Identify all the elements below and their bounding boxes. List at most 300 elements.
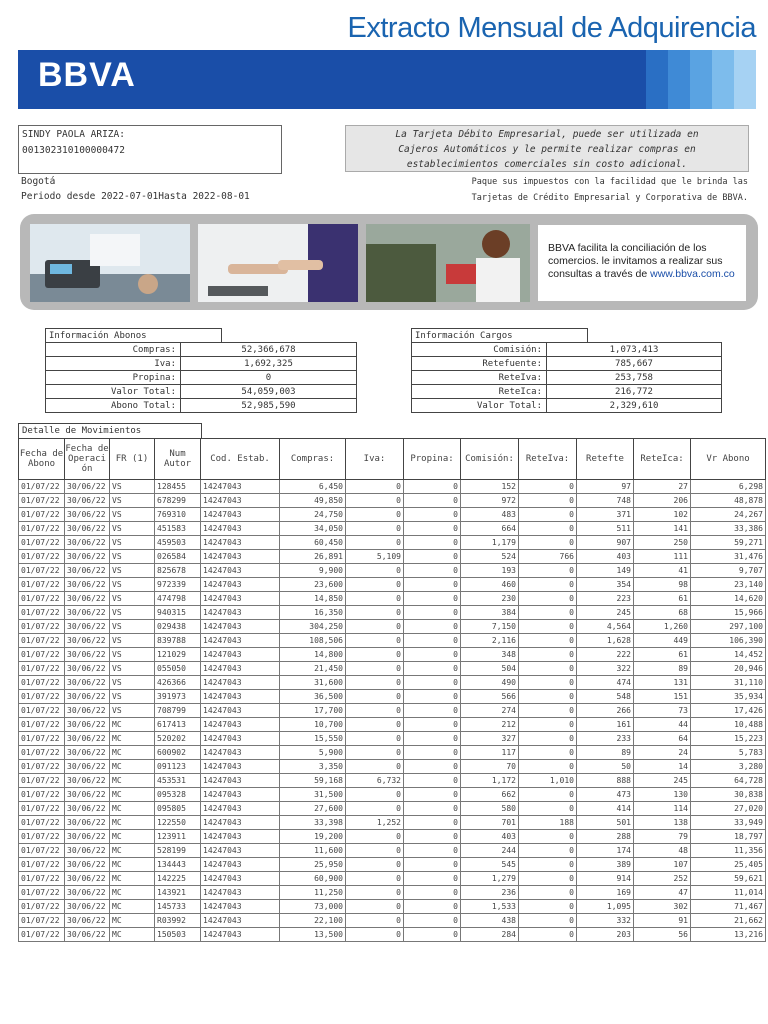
col-comision: 212 — [461, 718, 519, 732]
col-vr-abono: 11,014 — [691, 886, 766, 900]
col-propina: 0 — [404, 522, 461, 536]
col-reteica: 48 — [634, 844, 691, 858]
cargos-value: 253,758 — [547, 371, 722, 385]
col-cod-estab-header: Cod. Estab. — [201, 439, 280, 480]
col-cod-estab: 14247043 — [201, 620, 280, 634]
promo-line: establecimientos comerciales sin costo adicional. — [406, 159, 688, 170]
col-propina: 0 — [404, 494, 461, 508]
col-iva: 1,252 — [346, 816, 404, 830]
col-fecha-operacion: 30/06/22 — [65, 774, 110, 788]
col-compras: 34,050 — [280, 522, 346, 536]
col-fr: MC — [110, 872, 155, 886]
col-reteica: 68 — [634, 606, 691, 620]
col-iva: 0 — [346, 746, 404, 760]
col-fecha-abono: 01/07/22 — [19, 844, 65, 858]
col-fecha-abono: 01/07/22 — [19, 830, 65, 844]
col-reteica: 206 — [634, 494, 691, 508]
col-fr: VS — [110, 564, 155, 578]
col-comision-header: Comisión: — [461, 439, 519, 480]
col-reteiva: 0 — [519, 634, 577, 648]
table-row — [19, 592, 766, 606]
promo-line: Cajeros Automáticos y le permite realizar compras en — [398, 144, 696, 155]
col-fecha-operacion: 30/06/22 — [65, 746, 110, 760]
col-compras: 36,500 — [280, 690, 346, 704]
col-comision: 117 — [461, 746, 519, 760]
col-num-autor: 453531 — [155, 774, 201, 788]
col-propina: 0 — [404, 816, 461, 830]
col-reteica: 14 — [634, 760, 691, 774]
col-cod-estab: 14247043 — [201, 592, 280, 606]
col-fecha-abono: 01/07/22 — [19, 690, 65, 704]
promo-line: La Tarjeta Débito Empresarial, puede ser utilizada en — [395, 129, 699, 140]
col-compras: 17,700 — [280, 704, 346, 718]
col-retefte: 371 — [577, 508, 634, 522]
banner-line-prefix: consultas a través de — [548, 268, 651, 280]
col-comision: 244 — [461, 844, 519, 858]
col-fecha-abono: 01/07/22 — [19, 620, 65, 634]
col-retefte: 169 — [577, 886, 634, 900]
col-cod-estab: 14247043 — [201, 480, 280, 494]
col-fr: VS — [110, 508, 155, 522]
col-reteica: 61 — [634, 592, 691, 606]
col-comision: 284 — [461, 928, 519, 942]
col-reteica: 114 — [634, 802, 691, 816]
col-compras: 73,000 — [280, 900, 346, 914]
col-reteica: 250 — [634, 536, 691, 550]
col-compras-header: Compras: — [280, 439, 346, 480]
col-iva: 0 — [346, 830, 404, 844]
col-reteiva: 0 — [519, 746, 577, 760]
col-fecha-operacion: 30/06/22 — [65, 536, 110, 550]
col-fecha-operacion: 30/06/22 — [65, 886, 110, 900]
col-compras: 5,900 — [280, 746, 346, 760]
col-reteica: 61 — [634, 648, 691, 662]
col-retefte: 50 — [577, 760, 634, 774]
col-fr: VS — [110, 620, 155, 634]
bbva-website-link[interactable]: www.bbva.com.co — [650, 268, 735, 280]
banner-line: comercios. le invitamos a realizar sus — [548, 255, 723, 267]
abonos-value: 52,366,678 — [181, 343, 357, 357]
cargos-label: ReteIca: — [412, 385, 547, 399]
col-compras: 14,800 — [280, 648, 346, 662]
col-fecha-abono-header: Fecha de Abono — [19, 439, 65, 480]
col-comision: 1,533 — [461, 900, 519, 914]
col-reteiva: 0 — [519, 830, 577, 844]
col-iva: 6,732 — [346, 774, 404, 788]
col-vr-abono: 5,783 — [691, 746, 766, 760]
col-retefte: 266 — [577, 704, 634, 718]
col-num-autor: 122550 — [155, 816, 201, 830]
table-row — [19, 802, 766, 816]
col-cod-estab: 14247043 — [201, 718, 280, 732]
movements-header-row — [19, 439, 766, 480]
col-fr: MC — [110, 900, 155, 914]
table-row — [19, 732, 766, 746]
col-fecha-operacion: 30/06/22 — [65, 508, 110, 522]
abonos-row — [46, 371, 357, 385]
col-reteiva: 0 — [519, 760, 577, 774]
col-fecha-operacion: 30/06/22 — [65, 690, 110, 704]
col-propina: 0 — [404, 844, 461, 858]
client-city: Bogotá — [21, 176, 56, 187]
col-iva: 0 — [346, 844, 404, 858]
col-fecha-abono: 01/07/22 — [19, 746, 65, 760]
col-vr-abono: 15,966 — [691, 606, 766, 620]
col-compras: 21,450 — [280, 662, 346, 676]
col-num-autor: 055050 — [155, 662, 201, 676]
col-comision: 384 — [461, 606, 519, 620]
col-fecha-operacion: 30/06/22 — [65, 760, 110, 774]
table-row — [19, 508, 766, 522]
banner-line — [548, 268, 738, 281]
col-retefte: 233 — [577, 732, 634, 746]
col-reteiva: 0 — [519, 914, 577, 928]
col-retefte: 474 — [577, 676, 634, 690]
col-fecha-abono: 01/07/22 — [19, 858, 65, 872]
col-fecha-operacion: 30/06/22 — [65, 844, 110, 858]
col-reteiva: 0 — [519, 886, 577, 900]
col-reteiva: 0 — [519, 480, 577, 494]
col-iva: 0 — [346, 928, 404, 942]
col-fecha-abono: 01/07/22 — [19, 676, 65, 690]
col-propina: 0 — [404, 592, 461, 606]
col-fr: VS — [110, 648, 155, 662]
client-info-box — [18, 125, 282, 174]
col-propina: 0 — [404, 578, 461, 592]
col-vr-abono-header: Vr Abono — [691, 439, 766, 480]
brand-stripe — [690, 50, 712, 109]
col-cod-estab: 14247043 — [201, 536, 280, 550]
col-comision: 230 — [461, 592, 519, 606]
col-fr: MC — [110, 732, 155, 746]
abonos-value: 0 — [181, 371, 357, 385]
col-reteica: 24 — [634, 746, 691, 760]
abonos-value: 1,692,325 — [181, 357, 357, 371]
col-num-autor: 091123 — [155, 760, 201, 774]
col-reteiva: 188 — [519, 816, 577, 830]
col-reteica: 130 — [634, 788, 691, 802]
col-compras: 9,900 — [280, 564, 346, 578]
col-fecha-operacion: 30/06/22 — [65, 648, 110, 662]
col-reteica: 107 — [634, 858, 691, 872]
col-fecha-abono: 01/07/22 — [19, 732, 65, 746]
col-retefte: 501 — [577, 816, 634, 830]
abonos-label: Valor Total: — [46, 385, 181, 399]
col-num-autor: 134443 — [155, 858, 201, 872]
col-reteiva: 0 — [519, 872, 577, 886]
col-vr-abono: 6,298 — [691, 480, 766, 494]
col-vr-abono: 3,280 — [691, 760, 766, 774]
col-reteica: 91 — [634, 914, 691, 928]
col-num-autor: 459503 — [155, 536, 201, 550]
table-row — [19, 886, 766, 900]
col-comision: 327 — [461, 732, 519, 746]
col-propina: 0 — [404, 900, 461, 914]
col-fecha-abono: 01/07/22 — [19, 592, 65, 606]
col-propina: 0 — [404, 760, 461, 774]
table-row — [19, 662, 766, 676]
client-account: 001302310100000472 — [22, 145, 125, 156]
col-reteica: 111 — [634, 550, 691, 564]
col-comision: 403 — [461, 830, 519, 844]
table-row — [19, 690, 766, 704]
col-propina: 0 — [404, 718, 461, 732]
col-comision: 70 — [461, 760, 519, 774]
abonos-row — [46, 385, 357, 399]
col-retefte: 888 — [577, 774, 634, 788]
col-reteiva-header: ReteIva: — [519, 439, 577, 480]
col-fecha-abono: 01/07/22 — [19, 718, 65, 732]
col-propina: 0 — [404, 914, 461, 928]
col-comision: 348 — [461, 648, 519, 662]
bbva-logo: BBVA — [38, 56, 136, 94]
col-compras: 23,600 — [280, 578, 346, 592]
col-comision: 2,116 — [461, 634, 519, 648]
col-fecha-abono: 01/07/22 — [19, 508, 65, 522]
col-iva: 0 — [346, 802, 404, 816]
cashier-photo — [366, 224, 530, 302]
col-retefte: 223 — [577, 592, 634, 606]
col-fecha-operacion: 30/06/22 — [65, 578, 110, 592]
report-title: Extracto Mensual de Adquirencia — [347, 12, 756, 44]
col-comision: 580 — [461, 802, 519, 816]
col-cod-estab: 14247043 — [201, 606, 280, 620]
col-reteica: 47 — [634, 886, 691, 900]
col-cod-estab: 14247043 — [201, 844, 280, 858]
col-fr: MC — [110, 788, 155, 802]
col-fr: MC — [110, 858, 155, 872]
col-fecha-abono: 01/07/22 — [19, 928, 65, 942]
table-row — [19, 494, 766, 508]
col-iva: 0 — [346, 606, 404, 620]
col-reteica: 138 — [634, 816, 691, 830]
col-comision: 662 — [461, 788, 519, 802]
col-comision: 483 — [461, 508, 519, 522]
col-cod-estab: 14247043 — [201, 732, 280, 746]
col-retefte: 288 — [577, 830, 634, 844]
col-reteiva: 766 — [519, 550, 577, 564]
col-compras: 26,891 — [280, 550, 346, 564]
col-fecha-abono: 01/07/22 — [19, 634, 65, 648]
table-row — [19, 704, 766, 718]
col-iva: 0 — [346, 914, 404, 928]
col-num-autor: 972339 — [155, 578, 201, 592]
col-propina: 0 — [404, 480, 461, 494]
col-propina: 0 — [404, 606, 461, 620]
col-reteica: 252 — [634, 872, 691, 886]
col-retefte: 222 — [577, 648, 634, 662]
abonos-row — [46, 399, 357, 413]
col-iva: 0 — [346, 620, 404, 634]
col-fecha-operacion: 30/06/22 — [65, 620, 110, 634]
col-retefte: 97 — [577, 480, 634, 494]
col-fecha-operacion: 30/06/22 — [65, 592, 110, 606]
table-row — [19, 550, 766, 564]
col-iva: 0 — [346, 872, 404, 886]
col-propina: 0 — [404, 690, 461, 704]
col-cod-estab: 14247043 — [201, 522, 280, 536]
col-iva: 0 — [346, 480, 404, 494]
table-row — [19, 830, 766, 844]
col-propina: 0 — [404, 746, 461, 760]
col-iva: 0 — [346, 886, 404, 900]
col-compras: 6,450 — [280, 480, 346, 494]
col-reteiva: 0 — [519, 844, 577, 858]
table-row — [19, 746, 766, 760]
col-propina: 0 — [404, 858, 461, 872]
col-fr: VS — [110, 578, 155, 592]
col-fr: MC — [110, 816, 155, 830]
col-num-autor: 617413 — [155, 718, 201, 732]
col-cod-estab: 14247043 — [201, 872, 280, 886]
col-vr-abono: 30,838 — [691, 788, 766, 802]
col-cod-estab: 14247043 — [201, 914, 280, 928]
col-fr: MC — [110, 802, 155, 816]
abonos-row — [46, 343, 357, 357]
col-fecha-abono: 01/07/22 — [19, 914, 65, 928]
col-iva: 0 — [346, 704, 404, 718]
banner-text — [538, 225, 746, 301]
col-iva: 0 — [346, 900, 404, 914]
col-compras: 22,100 — [280, 914, 346, 928]
col-fr: VS — [110, 662, 155, 676]
col-comision: 972 — [461, 494, 519, 508]
brand-bar — [18, 50, 756, 109]
col-reteiva: 0 — [519, 928, 577, 942]
col-cod-estab: 14247043 — [201, 704, 280, 718]
col-iva: 0 — [346, 690, 404, 704]
col-compras: 49,850 — [280, 494, 346, 508]
col-num-autor: 095805 — [155, 802, 201, 816]
col-retefte: 414 — [577, 802, 634, 816]
col-cod-estab: 14247043 — [201, 662, 280, 676]
col-retefte: 548 — [577, 690, 634, 704]
col-retefte: 511 — [577, 522, 634, 536]
abonos-value: 52,985,590 — [181, 399, 357, 413]
col-propina: 0 — [404, 872, 461, 886]
col-fr: VS — [110, 704, 155, 718]
col-vr-abono: 31,110 — [691, 676, 766, 690]
abonos-table — [45, 342, 357, 413]
col-compras: 13,500 — [280, 928, 346, 942]
col-iva: 0 — [346, 648, 404, 662]
col-propina-header: Propina: — [404, 439, 461, 480]
table-row — [19, 900, 766, 914]
col-propina: 0 — [404, 550, 461, 564]
col-vr-abono: 20,946 — [691, 662, 766, 676]
col-num-autor: 128455 — [155, 480, 201, 494]
table-row — [19, 788, 766, 802]
col-propina: 0 — [404, 928, 461, 942]
col-fecha-abono: 01/07/22 — [19, 564, 65, 578]
col-propina: 0 — [404, 830, 461, 844]
col-reteiva: 0 — [519, 592, 577, 606]
col-reteica: 79 — [634, 830, 691, 844]
col-fecha-abono: 01/07/22 — [19, 774, 65, 788]
col-comision: 152 — [461, 480, 519, 494]
col-comision: 236 — [461, 886, 519, 900]
col-compras: 14,850 — [280, 592, 346, 606]
col-reteiva: 0 — [519, 900, 577, 914]
col-cod-estab: 14247043 — [201, 788, 280, 802]
col-fr: MC — [110, 830, 155, 844]
promo-banner — [20, 214, 758, 310]
col-iva-header: Iva: — [346, 439, 404, 480]
col-retefte: 1,628 — [577, 634, 634, 648]
col-cod-estab: 14247043 — [201, 760, 280, 774]
col-compras: 304,250 — [280, 620, 346, 634]
col-fecha-abono: 01/07/22 — [19, 704, 65, 718]
col-reteica: 27 — [634, 480, 691, 494]
col-reteiva: 0 — [519, 690, 577, 704]
table-row — [19, 606, 766, 620]
brand-stripe — [646, 50, 668, 109]
col-reteica: 102 — [634, 508, 691, 522]
col-cod-estab: 14247043 — [201, 774, 280, 788]
col-fr: VS — [110, 480, 155, 494]
col-reteica: 449 — [634, 634, 691, 648]
col-compras: 19,200 — [280, 830, 346, 844]
col-iva: 0 — [346, 634, 404, 648]
abonos-value: 54,059,003 — [181, 385, 357, 399]
col-vr-abono: 33,386 — [691, 522, 766, 536]
col-iva: 0 — [346, 676, 404, 690]
col-reteica: 141 — [634, 522, 691, 536]
table-row — [19, 564, 766, 578]
movements-title: Detalle de Movimientos — [18, 423, 202, 438]
col-comision: 274 — [461, 704, 519, 718]
col-vr-abono: 11,356 — [691, 844, 766, 858]
col-fecha-operacion: 30/06/22 — [65, 802, 110, 816]
col-reteiva: 1,010 — [519, 774, 577, 788]
card-terminal-photo — [30, 224, 190, 302]
table-row — [19, 844, 766, 858]
col-fecha-abono: 01/07/22 — [19, 550, 65, 564]
col-fecha-abono: 01/07/22 — [19, 872, 65, 886]
col-retefte: 322 — [577, 662, 634, 676]
table-row — [19, 760, 766, 774]
col-num-autor: 142225 — [155, 872, 201, 886]
col-num-autor: 143921 — [155, 886, 201, 900]
col-num-autor: 600902 — [155, 746, 201, 760]
col-vr-abono: 21,662 — [691, 914, 766, 928]
col-cod-estab: 14247043 — [201, 858, 280, 872]
col-vr-abono: 59,271 — [691, 536, 766, 550]
col-reteica: 41 — [634, 564, 691, 578]
col-vr-abono: 9,707 — [691, 564, 766, 578]
col-cod-estab: 14247043 — [201, 564, 280, 578]
col-compras: 25,950 — [280, 858, 346, 872]
col-compras: 15,550 — [280, 732, 346, 746]
table-row — [19, 718, 766, 732]
col-comision: 460 — [461, 578, 519, 592]
col-propina: 0 — [404, 620, 461, 634]
col-propina: 0 — [404, 508, 461, 522]
col-propina: 0 — [404, 704, 461, 718]
table-row — [19, 816, 766, 830]
brand-stripe — [668, 50, 690, 109]
col-propina: 0 — [404, 536, 461, 550]
col-fecha-operacion: 30/06/22 — [65, 704, 110, 718]
col-comision: 1,279 — [461, 872, 519, 886]
col-comision: 1,179 — [461, 536, 519, 550]
col-fr: VS — [110, 676, 155, 690]
col-iva: 0 — [346, 718, 404, 732]
col-compras: 11,600 — [280, 844, 346, 858]
col-propina: 0 — [404, 886, 461, 900]
col-retefte: 332 — [577, 914, 634, 928]
col-num-autor: 426366 — [155, 676, 201, 690]
